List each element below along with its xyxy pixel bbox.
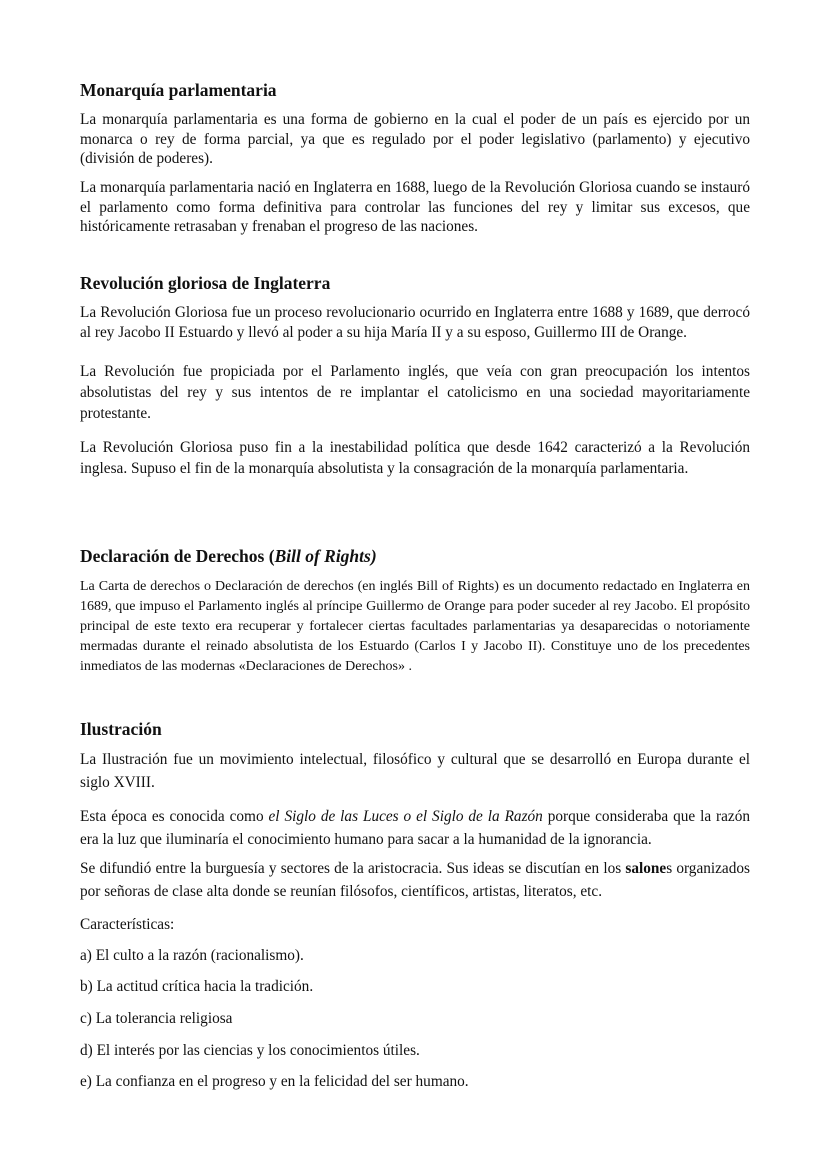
paragraph-ilustracion-3	[80, 857, 750, 903]
heading-ilustracion: Ilustración	[80, 719, 162, 739]
paragraph-ilustracion-2	[80, 805, 750, 851]
caracteristicas-label: Características:	[80, 916, 175, 933]
ilustracion-p2-text-b: porque consideraba que la razón era la luz que iluminaría el conocimiento humano para sacar a la humanidad de la ignorancia.	[80, 808, 751, 848]
ilustracion-p2-text-a: Esta época es conocida como	[80, 808, 269, 825]
list-item: b) La actitud crítica hacia la tradición.	[80, 978, 314, 995]
heading-monarquia-parlamentaria: Monarquía parlamentaria	[80, 80, 277, 100]
paragraph-monarquia-1: La monarquía parlamentaria es una forma de gobierno en la cual el poder de un país es ejercido por un monarca o rey de forma parcial, ya que es regulado por el poder legislativo (parlamento) y ejecutivo (división de poderes).	[80, 111, 750, 167]
paragraph-revolucion-2: La Revolución fue propiciada por el Parlamento inglés, que veía con gran preocupación los intentos absolutistas del rey y sus intentos de re implantar el catolicismo en una sociedad mayoritariamente protestante.	[80, 363, 750, 422]
paragraph-revolucion-1: La Revolución Gloriosa fue un proceso revolucionario ocurrido en Inglaterra entre 1688 y 1689, que derrocó al rey Jacobo II Estuardo y llevó al poder a su hija María II y a su esposo, Guillermo III de Orange.	[80, 304, 750, 341]
heading-declaracion-italic: Bill of Rights)	[274, 546, 377, 566]
heading-declaracion-main: Declaración de Derechos (	[80, 546, 275, 566]
ilustracion-p2-italic: el Siglo de las Luces o el Siglo de la Razón	[268, 808, 543, 825]
heading-revolucion-gloriosa: Revolución gloriosa de Inglaterra	[80, 273, 331, 293]
ilustracion-p3-text-a: Se difundió entre la burguesía y sectores de la aristocracia. Sus ideas se discutían en los	[80, 860, 626, 877]
paragraph-declaracion-1: La Carta de derechos o Declaración de derechos (en inglés Bill of Rights) es un documento redactado en Inglaterra en 1689, que impuso el Parlamento inglés al príncipe Guillermo de Orange para poder suceder al rey Jacobo. El propósito principal de este texto era recuperar y fortalecer ciertas facultades parlamentarias ya desaparecidas o notoriamente mermadas durante el reinado absolutista de los Estuardo (Carlos I y Jacobo II). Constituye uno de los precedentes inmediatos de las modernas «Declaraciones de Derechos» .	[80, 579, 750, 674]
heading-declaracion-derechos	[80, 545, 750, 567]
ilustracion-p3-bold: salone	[625, 860, 667, 877]
paragraph-monarquia-2: La monarquía parlamentaria nació en Inglaterra en 1688, luego de la Revolución Gloriosa cuando se instauró el parlamento como forma definitiva para controlar las funciones del rey y limitar sus excesos, que históricamente retrasaban y frenaban el progreso de las naciones.	[80, 179, 750, 235]
list-item: a) El culto a la razón (racionalismo).	[80, 947, 304, 964]
list-item: c) La tolerancia religiosa	[80, 1010, 233, 1027]
list-item: e) La confianza en el progreso y en la felicidad del ser humano.	[80, 1073, 469, 1090]
paragraph-revolucion-3: La Revolución Gloriosa puso fin a la inestabilidad política que desde 1642 caracterizó a la Revolución inglesa. Supuso el fin de la monarquía absolutista y la consagración de la monarquía parlamentaria.	[80, 439, 750, 477]
paragraph-ilustracion-1: La Ilustración fue un movimiento intelectual, filosófico y cultural que se desarrolló en Europa durante el siglo XVIII.	[80, 751, 750, 791]
list-item: d) El interés por las ciencias y los conocimientos útiles.	[80, 1042, 420, 1059]
ilustracion-p3-text-b: s organizados por señoras de clase alta donde se reunían filósofos, científicos, artistas, literatos, etc.	[80, 860, 750, 900]
